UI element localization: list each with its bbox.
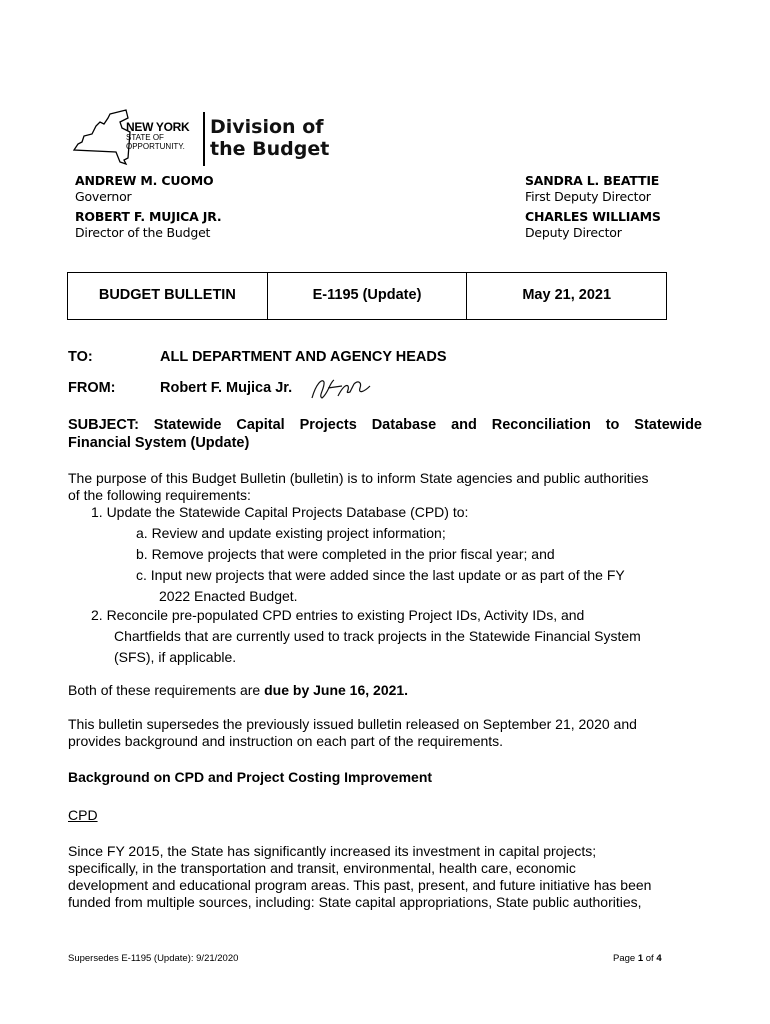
requirement-item-1a: a. Review and update existing project information; bbox=[136, 525, 446, 541]
footer-page-current: 1 bbox=[637, 953, 644, 964]
subject-line-2: Financial System (Update) bbox=[68, 435, 250, 451]
subsection-heading-cpd: CPD bbox=[68, 807, 98, 823]
logo-divider bbox=[203, 112, 205, 166]
due-date-prefix: Both of these requirements are bbox=[68, 682, 265, 698]
requirement-item-2-line-3: (SFS), if applicable. bbox=[114, 649, 237, 665]
requirement-item-1c-line-1: c. Input new projects that were added since the last update or as part of the FY bbox=[136, 567, 625, 583]
to-label: TO: bbox=[68, 349, 93, 365]
logo-tagline bbox=[126, 133, 185, 151]
footer-supersedes: Supersedes E-1195 (Update): 9/21/2020 bbox=[68, 953, 239, 964]
requirement-item-1: 1. Update the Statewide Capital Projects Database (CPD) to: bbox=[91, 504, 469, 520]
subject-label: SUBJECT: bbox=[68, 417, 139, 433]
division-name bbox=[210, 116, 329, 160]
cpd-paragraph bbox=[68, 843, 708, 911]
purpose-line-1: The purpose of this Budget Bulletin (bulletin) is to inform State agencies and public authorities bbox=[68, 470, 649, 486]
from-label: FROM: bbox=[68, 380, 116, 396]
requirement-item-1b: b. Remove projects that were completed in the prior fiscal year; and bbox=[136, 546, 555, 562]
requirement-item-1c-line-2: 2022 Enacted Budget. bbox=[159, 588, 298, 604]
footer-page-of: of bbox=[643, 953, 657, 964]
supersedes-paragraph bbox=[68, 716, 708, 750]
bulletin-type: BUDGET BULLETIN bbox=[98, 287, 236, 303]
purpose-line-2: of the following requirements: bbox=[68, 487, 251, 503]
bulletin-date: May 21, 2021 bbox=[466, 273, 666, 319]
ny-state-outline bbox=[74, 110, 130, 164]
division-name-line-2: the Budget bbox=[210, 138, 330, 160]
subject-line-1 bbox=[68, 416, 702, 434]
cpd-line-3: development and educational program areas. This past, present, and future initiative has been bbox=[68, 877, 652, 893]
supersedes-line-2: provides background and instruction on each part of the requirements. bbox=[68, 733, 504, 749]
from-value: Robert F. Mujica Jr. bbox=[160, 380, 293, 396]
footer-page-total: 4 bbox=[656, 953, 662, 964]
signature bbox=[308, 374, 374, 404]
due-date: due by June 16, 2021. bbox=[264, 682, 409, 698]
governor-name: ANDREW M. CUOMO bbox=[75, 173, 214, 188]
cpd-line-2: specifically, in the transportation and transit, environmental, health care, economic bbox=[68, 860, 576, 876]
bulletin-header-table bbox=[67, 272, 667, 320]
director-title: Director of the Budget bbox=[75, 225, 211, 240]
governor-title: Governor bbox=[75, 189, 132, 204]
footer-page-prefix: Page bbox=[613, 953, 638, 964]
requirement-item-2-line-1: 2. Reconcile pre-populated CPD entries to existing Project IDs, Activity IDs, and bbox=[91, 607, 585, 623]
cpd-line-4: funded from multiple sources, including: State capital appropriations, State public authorities, bbox=[68, 894, 642, 910]
deputy-title: Deputy Director bbox=[525, 225, 622, 240]
footer-page-number bbox=[613, 953, 662, 964]
cpd-line-1: Since FY 2015, the State has significantly increased its investment in capital projects; bbox=[68, 843, 597, 859]
deputy-name: CHARLES WILLIAMS bbox=[525, 209, 661, 224]
director-name: ROBERT F. MUJICA JR. bbox=[75, 209, 222, 224]
supersedes-line-1: This bulletin supersedes the previously issued bulletin released on September 21, 2020 and bbox=[68, 716, 637, 732]
subject-block bbox=[68, 416, 702, 452]
purpose-paragraph bbox=[68, 470, 708, 504]
section-heading: Background on CPD and Project Costing Improvement bbox=[68, 769, 433, 785]
bulletin-number: E-1195 (Update) bbox=[267, 273, 467, 319]
to-value: ALL DEPARTMENT AND AGENCY HEADS bbox=[160, 349, 447, 365]
subject-text-1: Statewide Capital Projects Database and Reconciliation to Statewide bbox=[153, 417, 702, 433]
first-deputy-name: SANDRA L. BEATTIE bbox=[525, 173, 660, 188]
due-date-paragraph bbox=[68, 682, 408, 699]
division-name-line-1: Division of bbox=[210, 116, 324, 138]
logo-state-name: NEW YORK bbox=[126, 120, 190, 134]
first-deputy-title: First Deputy Director bbox=[525, 189, 651, 204]
logo-tagline-2: OPPORTUNITY. bbox=[126, 142, 185, 151]
logo-tagline-1: STATE OF bbox=[126, 133, 164, 142]
requirement-item-2-line-2: Chartfields that are currently used to track projects in the Statewide Financial System bbox=[114, 628, 641, 644]
